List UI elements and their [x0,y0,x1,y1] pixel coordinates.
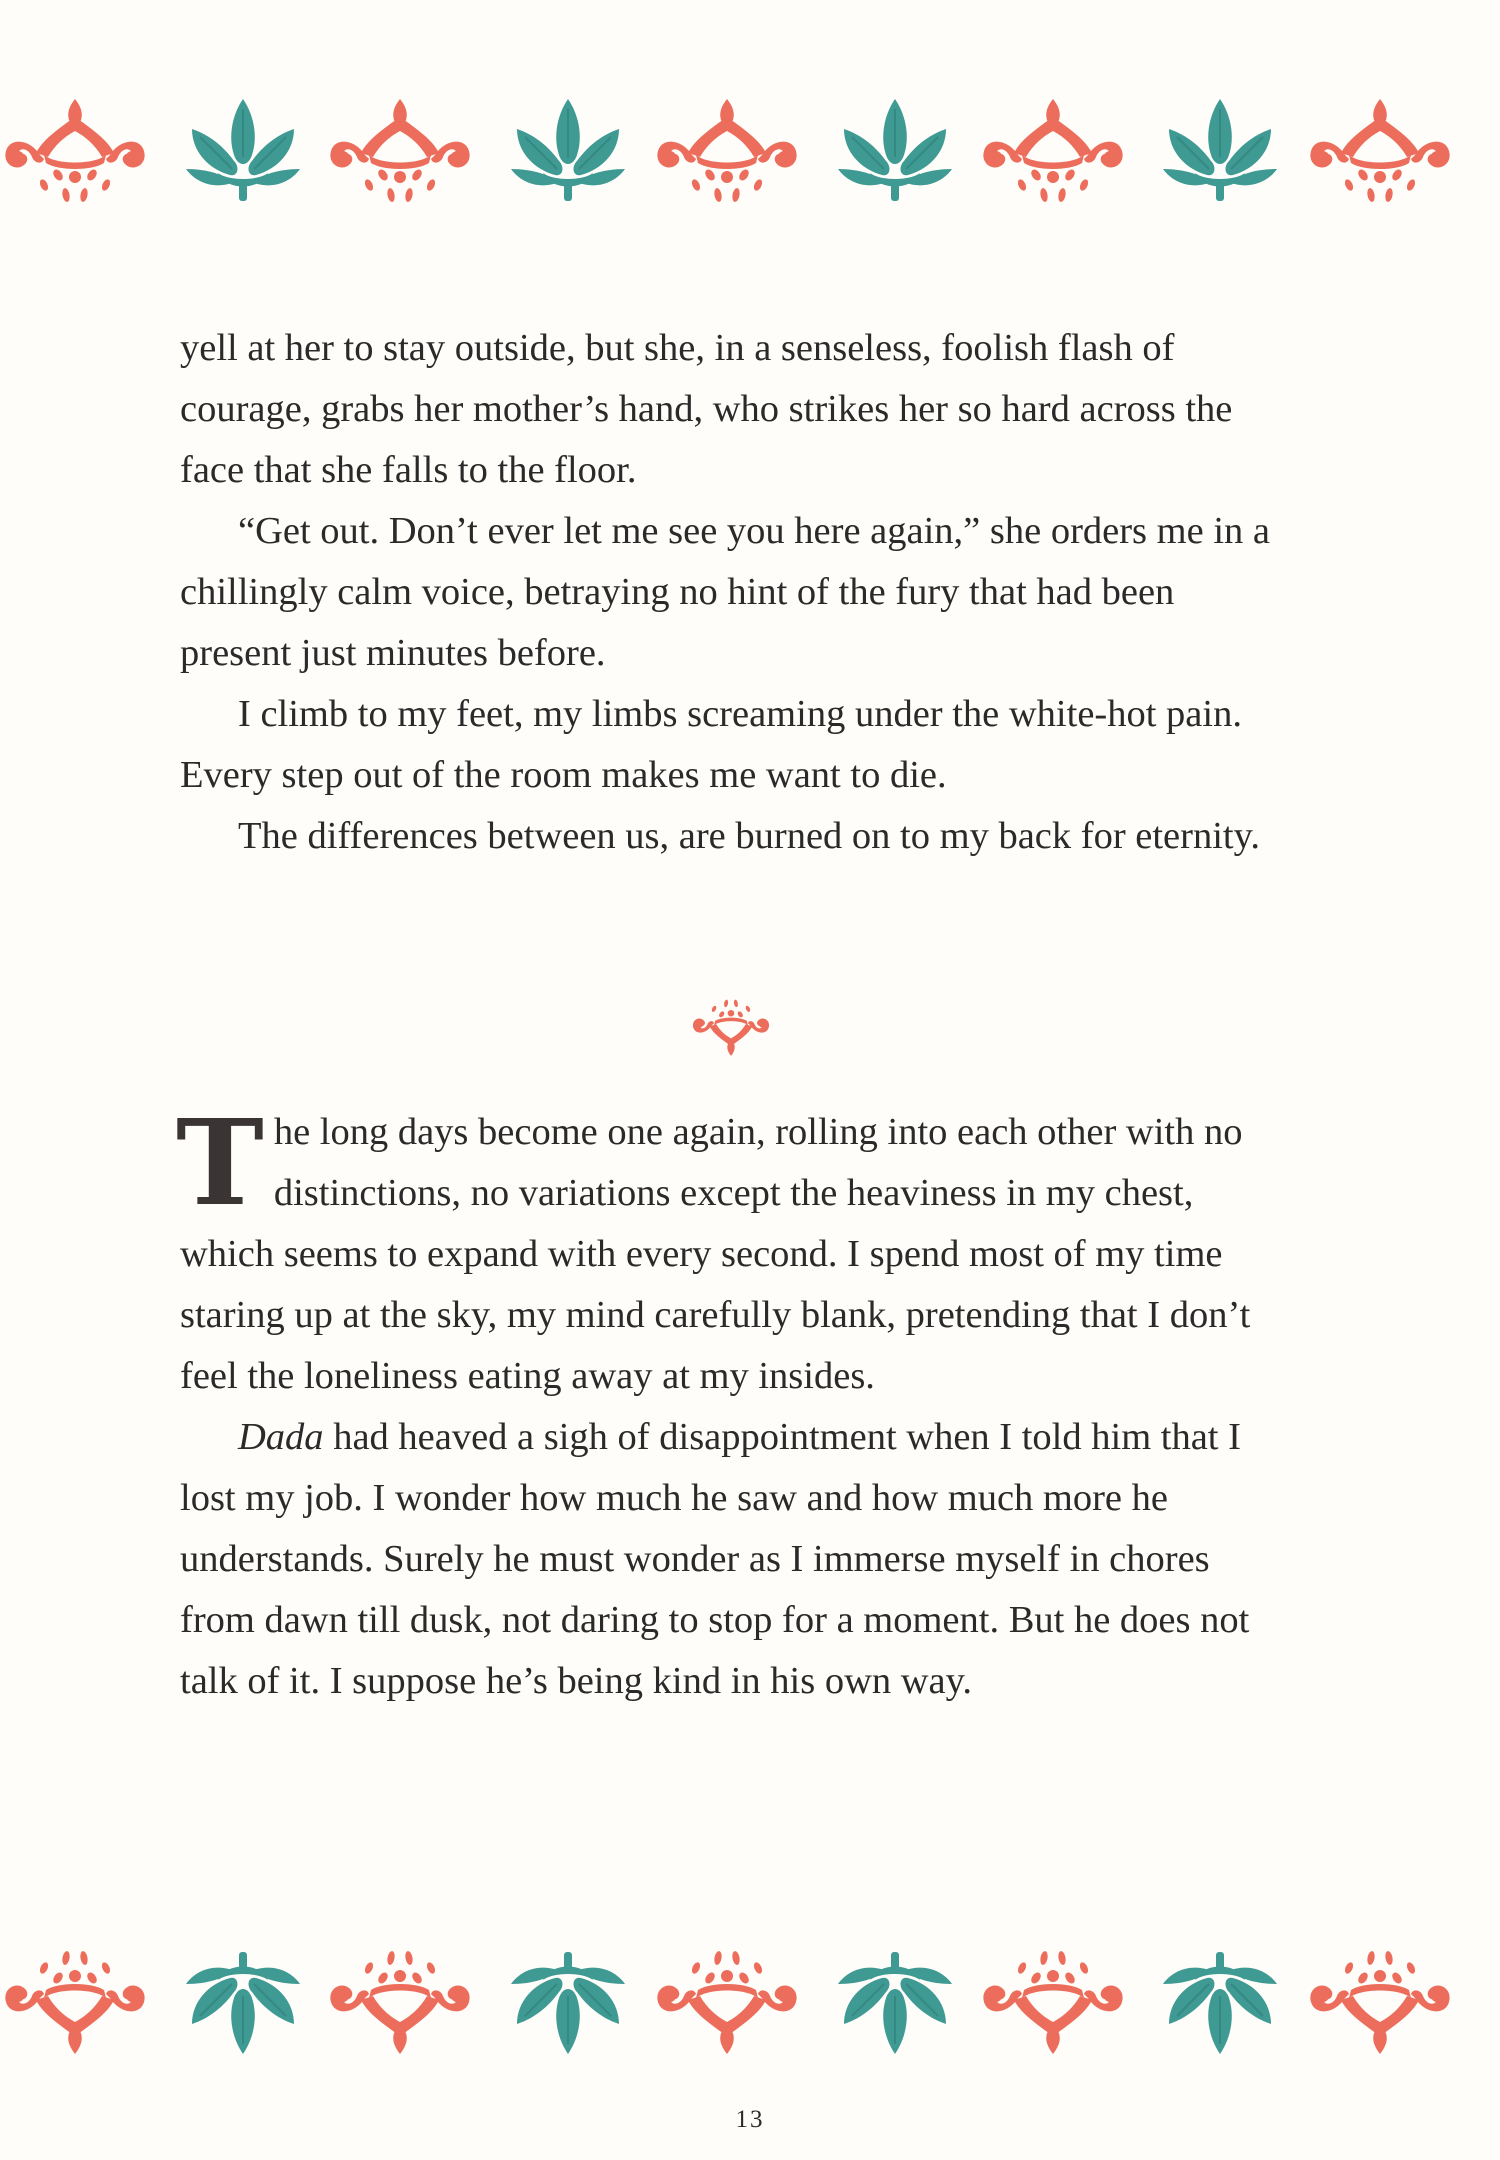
paragraph: yell at her to stay outside, but she, in a senseless, foolish flash of courage, grabs her mother’s hand, who strikes her so hard across the face that she falls to the floor. [180,327,1233,491]
leaf-icon [511,99,625,201]
paragraph: I climb to my feet, my limbs screaming under the white-hot pain. Every step out of the room makes me want to die. [180,693,1242,796]
italic-word: Dada [238,1416,324,1458]
leaf-icon [1163,99,1277,201]
leaf-icon [186,1952,300,2054]
leaf-icon [838,99,952,201]
section-break-ornament [690,993,772,1063]
leaf-icon [838,1952,952,2054]
scroll-flower-icon [1310,99,1449,203]
paragraph-text: he long days become one again, rolling into each other with no distinctions, no variations except the heaviness in my chest, which seems to expand with every second. I spend most of my time staring up at the sky, my mind carefully blank, pretending that I don’t feel the loneliness eating away at my insides. [180,1111,1251,1397]
paragraph-text: had heaved a sigh of disappointment when I told him that I lost my job. I wonder how much he saw and how much more he understands. Surely he must wonder as I immerse myself in chores from dawn till dusk, not daring to stop for a moment. But he does not talk of it. I suppose he’s being kind in his own way. [180,1416,1250,1702]
paragraph [180,1407,1290,1712]
page-number: 13 [735,2106,765,2133]
scroll-flower-icon [657,99,796,203]
scroll-flower-icon [983,99,1122,203]
leaf-icon [1163,1952,1277,2054]
scroll-flower-icon [330,99,469,203]
paragraph: The differences between us, are burned on to my back for eternity. [238,815,1260,857]
bottom-ornament-border [0,1925,1500,2075]
scroll-flower-icon [330,1950,469,2054]
scroll-flower-icon [5,1950,144,2054]
scroll-flower-icon [1310,1950,1449,2054]
top-ornament-border [0,80,1500,230]
section-two-text [176,1093,1290,1712]
drop-cap: T [176,1093,264,1232]
leaf-icon [511,1952,625,2054]
leaf-icon [186,99,300,201]
scroll-flower-icon [5,99,144,203]
paragraph [176,1093,1290,1407]
paragraph: “Get out. Don’t ever let me see you here again,” she orders me in a chillingly calm voice, betraying no hint of the fury that had been present just minutes before. [180,510,1270,674]
section-one-text [180,318,1290,867]
scroll-flower-icon [657,1950,796,2054]
scroll-flower-icon [690,993,772,1063]
scroll-flower-icon [983,1950,1122,2054]
